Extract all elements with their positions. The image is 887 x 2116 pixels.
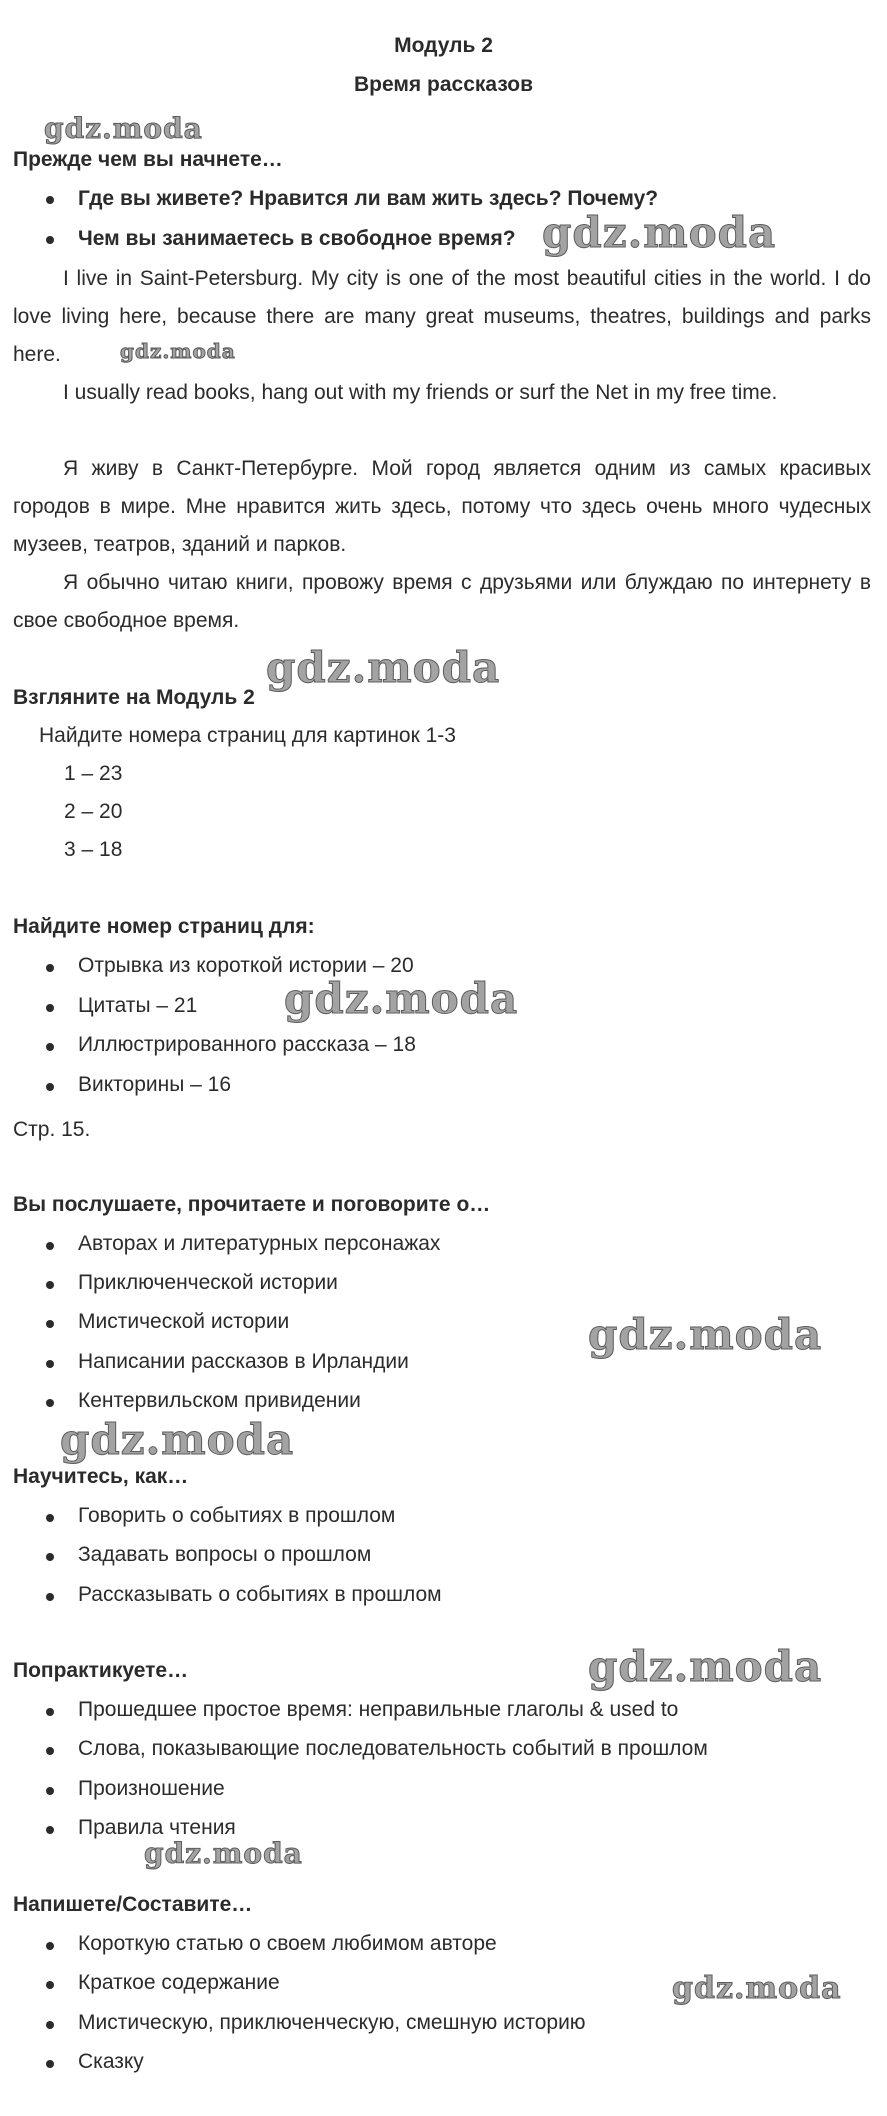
watermark: gdz.moda xyxy=(588,1642,823,1691)
bullet-icon xyxy=(46,1004,54,1012)
list-item: Сказку xyxy=(78,2050,144,2073)
bullet-icon xyxy=(46,1360,54,1368)
bullet-icon xyxy=(46,1514,54,1522)
list-item: Кентервильском привидении xyxy=(78,1389,361,1412)
watermark: gdz.moda xyxy=(60,1415,295,1464)
answer-en-paragraph-1: I live in Saint-Petersburg. My city is one of the most beautiful cities in the world. I do love living here, because there are many great museums, theatres, buildings and parks here. xyxy=(13,267,871,366)
list-item: Иллюстрированного рассказа – 18 xyxy=(78,1033,416,1056)
bullet-icon xyxy=(46,1242,54,1250)
list-item: Короткую статью о своем любимом авторе xyxy=(78,1932,497,1955)
watermark: gdz.moda xyxy=(588,1310,823,1359)
bullet-icon xyxy=(46,2021,54,2029)
question-item: Где вы живете? Нравится ли вам жить здесь? Почему? xyxy=(78,187,659,210)
list-item: Правила чтения xyxy=(78,1816,236,1839)
bullet-icon xyxy=(46,1981,54,1989)
learn-heading: Научитесь, как… xyxy=(13,1465,189,1488)
bullet-icon xyxy=(46,1320,54,1328)
picture-page-item: 2 – 20 xyxy=(64,800,123,823)
watermark: gdz.moda xyxy=(44,112,203,145)
page-reference: Стр. 15. xyxy=(13,1118,91,1141)
picture-page-item: 3 – 18 xyxy=(64,838,123,861)
list-item: Приключенческой истории xyxy=(78,1271,338,1294)
question-item: Чем вы занимаетесь в свободное время? xyxy=(78,227,516,250)
list-item: Мистической истории xyxy=(78,1310,290,1333)
write-heading: Напишете/Составите… xyxy=(13,1893,253,1916)
bullet-icon xyxy=(46,1787,54,1795)
watermark: gdz.moda xyxy=(284,974,519,1023)
bullet-icon xyxy=(46,964,54,972)
list-item: Авторах и литературных персонажах xyxy=(78,1232,441,1255)
bullet-icon xyxy=(46,1043,54,1051)
before-start-heading: Прежде чем вы начнете… xyxy=(13,148,283,171)
watermark: gdz.moda xyxy=(120,339,236,363)
bullet-icon xyxy=(46,1281,54,1289)
list-item: Произношение xyxy=(78,1777,225,1800)
picture-page-item: 1 – 23 xyxy=(64,762,123,785)
find-pages-heading: Найдите номер страниц для: xyxy=(13,915,315,938)
bullet-icon xyxy=(46,1708,54,1716)
bullet-icon xyxy=(46,1399,54,1407)
watermark: gdz.moda xyxy=(542,208,777,257)
answer-ru-paragraph-1: Я живу в Санкт-Петербурге. Мой город является одним из самых красивых городов в мире. Мне нравится жить здесь, потому что здесь очень много чудесных музеев, театров, зданий и парков. xyxy=(13,457,871,556)
watermark: gdz.moda xyxy=(266,643,501,692)
practice-heading: Попрактикуете… xyxy=(13,1659,189,1682)
module-title: Время рассказов xyxy=(354,73,533,96)
list-item: Рассказывать о событиях в прошлом xyxy=(78,1583,442,1606)
list-item: Прошедшее простое время: неправильные глаголы & used to xyxy=(78,1698,679,1721)
list-item: Говорить о событиях в прошлом xyxy=(78,1504,396,1527)
look-heading: Взгляните на Модуль 2 xyxy=(13,686,255,709)
bullet-icon xyxy=(46,1942,54,1950)
listen-heading: Вы послушаете, прочитаете и поговорите о… xyxy=(13,1193,491,1216)
list-item: Слова, показывающие последовательность событий в прошлом xyxy=(78,1737,708,1760)
bullet-icon xyxy=(46,1083,54,1091)
module-number: Модуль 2 xyxy=(394,34,493,57)
answer-ru-paragraph-2: Я обычно читаю книги, провожу время с друзьями или блуждаю по интернету в свое свободное время. xyxy=(13,571,871,632)
list-item: Написании рассказов в Ирландии xyxy=(78,1350,409,1373)
list-item: Викторины – 16 xyxy=(78,1073,232,1096)
bullet-icon xyxy=(46,1593,54,1601)
bullet-icon xyxy=(46,1826,54,1834)
list-item: Мистическую, приключенческую, смешную историю xyxy=(78,2011,586,2034)
bullet-icon xyxy=(46,2060,54,2068)
bullet-icon xyxy=(46,196,54,204)
watermark: gdz.moda xyxy=(144,1837,303,1870)
look-subheading: Найдите номера страниц для картинок 1-3 xyxy=(39,724,456,747)
bullet-icon xyxy=(46,1553,54,1561)
list-item: Задавать вопросы о прошлом xyxy=(78,1543,372,1566)
bullet-icon xyxy=(46,1747,54,1755)
answer-en-paragraph-2: I usually read books, hang out with my friends or surf the Net in my free time. xyxy=(63,381,778,404)
list-item: Краткое содержание xyxy=(78,1971,280,1994)
bullet-icon xyxy=(46,236,54,244)
list-item: Цитаты – 21 xyxy=(78,994,198,1017)
list-item: Отрывка из короткой истории – 20 xyxy=(78,954,414,977)
watermark: gdz.moda xyxy=(672,1971,842,2006)
